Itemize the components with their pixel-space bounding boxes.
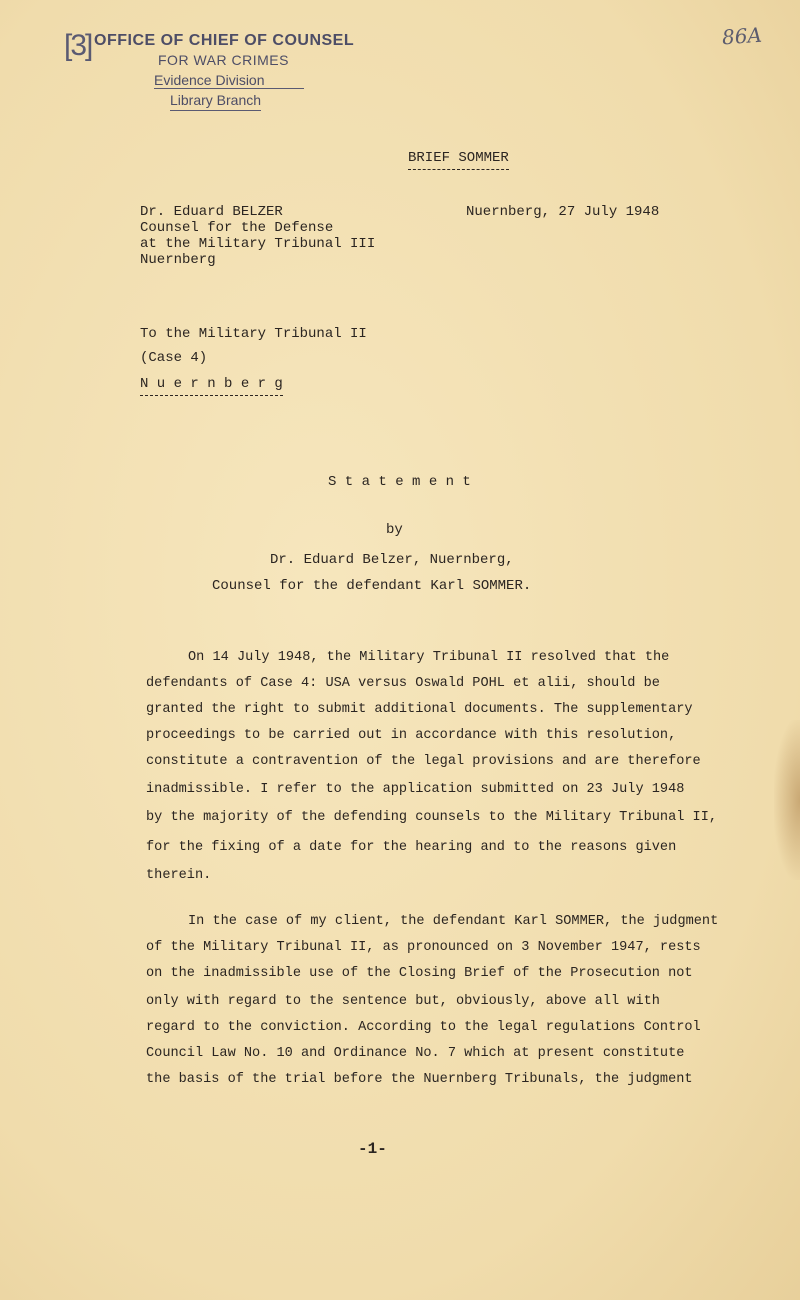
paragraph-line: regard to the conviction. According to the legal regulations Control (146, 1020, 701, 1035)
addressee-line-2: (Case 4) (140, 350, 208, 366)
sender-role: Counsel for the Defense (140, 220, 334, 236)
stamp-divider (154, 88, 304, 89)
statement-heading: S t a t e m e n t (328, 474, 471, 490)
document-title: BRIEF SOMMER (408, 150, 509, 170)
addressee-line-1: To the Military Tribunal II (140, 326, 367, 342)
stamp-bracket: [3] (64, 29, 92, 62)
paper-stain (774, 720, 800, 880)
paragraph-line: On 14 July 1948, the Military Tribunal II resolved that the (188, 650, 670, 665)
paragraph-line: only with regard to the sentence but, obviously, above all with (146, 994, 660, 1009)
paragraph-line: for the fixing of a date for the hearing and to the reasons given (146, 840, 677, 855)
paragraph-line: therein. (146, 868, 212, 883)
archive-stamp (62, 24, 392, 116)
paragraph-line: proceedings to be carried out in accordance with this resolution, (146, 728, 677, 743)
addressee-city: N u e r n b e r g (140, 376, 283, 396)
sender-name: Dr. Eduard BELZER (140, 204, 283, 220)
stamp-line-branch: Library Branch (170, 92, 261, 111)
stamp-line-war-crimes: FOR WAR CRIMES (158, 52, 289, 68)
page-number: -1- (358, 1140, 387, 1158)
stamp-line-division: Evidence Division (154, 72, 265, 88)
paragraph-line: the basis of the trial before the Nuernberg Tribunals, the judgment (146, 1072, 693, 1087)
handwritten-page-note: 86A (721, 22, 763, 50)
paragraph-line: Council Law No. 10 and Ordinance No. 7 which at present constitute (146, 1046, 685, 1061)
statement-by: by (386, 522, 403, 538)
sender-tribunal: at the Military Tribunal III (140, 236, 376, 252)
statement-capacity: Counsel for the defendant Karl SOMMER. (212, 578, 532, 594)
paragraph-line: of the Military Tribunal II, as pronounced on 3 November 1947, rests (146, 940, 701, 955)
stamp-line-office: OFFICE OF CHIEF OF COUNSEL (94, 32, 355, 49)
sender-city: Nuernberg (140, 252, 216, 268)
paragraph-line: constitute a contravention of the legal provisions and are therefore (146, 754, 701, 769)
paragraph-line: inadmissible. I refer to the application submitted on 23 July 1948 (146, 782, 685, 797)
statement-author: Dr. Eduard Belzer, Nuernberg, (270, 552, 514, 568)
paragraph-line: granted the right to submit additional documents. The supplementary (146, 702, 693, 717)
paragraph-line: by the majority of the defending counsels to the Military Tribunal II, (146, 810, 718, 825)
paragraph-line: on the inadmissible use of the Closing Brief of the Prosecution not (146, 966, 693, 981)
paragraph-line: defendants of Case 4: USA versus Oswald POHL et alii, should be (146, 676, 660, 691)
place-date: Nuernberg, 27 July 1948 (466, 204, 660, 220)
paragraph-line: In the case of my client, the defendant Karl SOMMER, the judgment (188, 914, 719, 929)
